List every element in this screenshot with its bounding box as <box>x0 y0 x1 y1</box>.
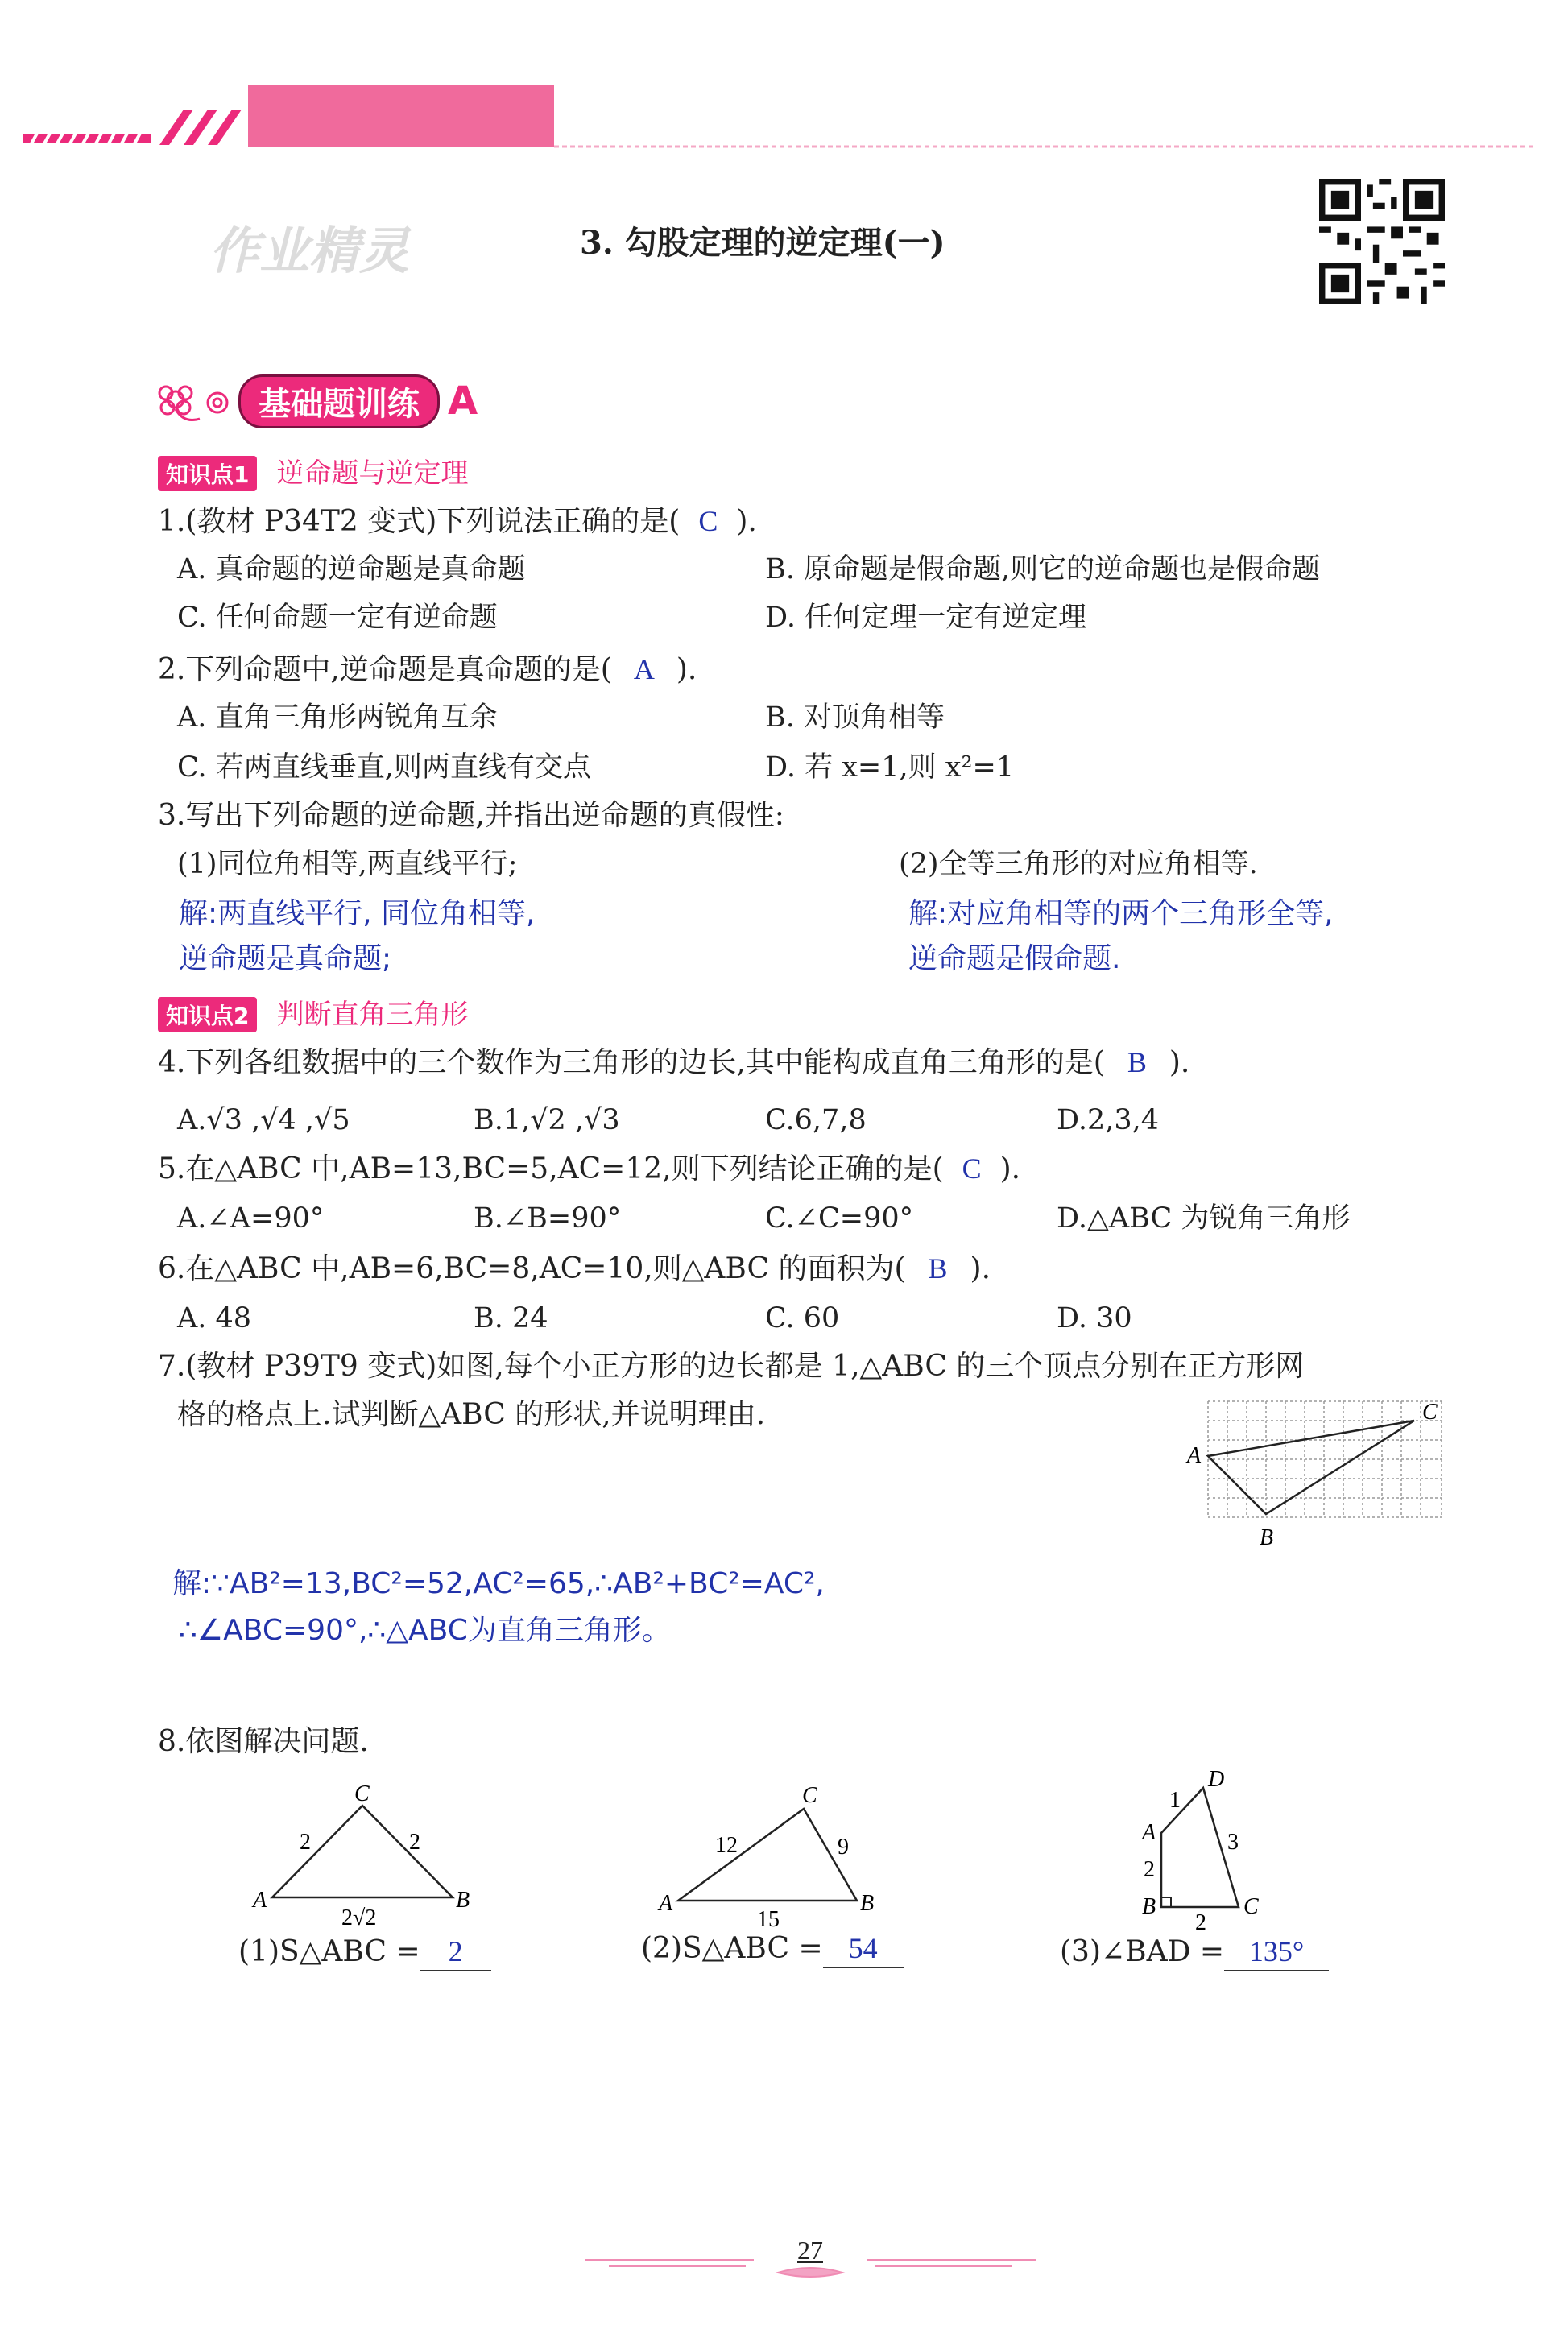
q8f2-label-b: B <box>860 1891 875 1916</box>
q6-option-b: B. 24 <box>474 1302 548 1334</box>
q3-answer1-line2: 逆命题是真命题; <box>179 942 392 975</box>
q5-stem <box>158 1150 1020 1188</box>
q8-fig2-triangle <box>654 1780 896 1933</box>
q5-option-b: B.∠B=90° <box>474 1202 622 1235</box>
page-number: 27 <box>797 2236 823 2265</box>
q7-figure <box>1176 1392 1450 1561</box>
q8-figure1 <box>242 1777 499 1930</box>
q8f3-label-a: A <box>1142 1820 1156 1845</box>
qr-code <box>1319 179 1445 304</box>
header-stripes-icon <box>23 81 1537 153</box>
q5-option-a: A.∠A=90° <box>177 1202 325 1235</box>
header-band <box>23 81 1537 153</box>
q3-answer2-line1: 解:对应角相等的两个三角形全等, <box>908 897 1334 930</box>
q2-option-a: A. 直角三角形两锐角互余 <box>177 701 498 734</box>
q8f3-side-ab: 2 <box>1144 1857 1155 1882</box>
q8f1-side-ab: 2√2 <box>341 1905 377 1930</box>
q2-stem-suffix: ). <box>676 653 697 686</box>
q5-stem-text: 5.在△ABC 中,AB=13,BC=5,AC=12,则下列结论正确的是( <box>158 1152 944 1185</box>
q4-answer: B <box>1127 1046 1147 1078</box>
q8f3-label: (3)∠BAD = <box>1060 1935 1225 1968</box>
q8f3-side-bc: 2 <box>1195 1910 1206 1933</box>
q2-option-d: D. 若 x=1,则 x²=1 <box>765 751 1015 784</box>
q7-line1: 7.(教材 P39T9 变式)如图,每个小正方形的边长都是 1,△ABC 的三个顶点分别在正方形网 <box>158 1350 1305 1383</box>
q6-option-d: D. 30 <box>1057 1302 1132 1334</box>
q3-answer1-line1: 解:两直线平行, 同位角相等, <box>179 897 536 930</box>
q6-stem-suffix: ). <box>970 1252 991 1285</box>
kp1-header <box>158 451 468 491</box>
q8-fig3-quadrilateral <box>1124 1764 1285 1933</box>
q3-stem: 3.写出下列命题的逆命题,并指出逆命题的真假性: <box>158 799 784 832</box>
q6-answer: B <box>928 1252 948 1285</box>
q1-option-a: A. 真命题的逆命题是真命题 <box>177 553 526 585</box>
q5-option-d: D.△ABC 为锐角三角形 <box>1057 1202 1351 1235</box>
q8f2-answer: 54 <box>823 1930 904 1968</box>
q6-stem-text: 6.在△ABC 中,AB=6,BC=8,AC=10,则△ABC 的面积为( <box>158 1252 906 1285</box>
kp2-tag: 知识点2 <box>158 997 257 1032</box>
q8f2-side-ac: 12 <box>715 1833 738 1858</box>
q4-option-a: A.√3 ,√4 ,√5 <box>177 1104 350 1136</box>
q8-figure2 <box>654 1780 896 1933</box>
q1-stem-text: 1.(教材 P34T2 变式)下列说法正确的是( <box>158 505 681 538</box>
section-label: 基础题训练 <box>238 374 440 428</box>
q5-stem-suffix: ). <box>999 1152 1021 1185</box>
q8f2-label-c: C <box>802 1783 817 1808</box>
qr-code-icon <box>1319 179 1445 304</box>
q8-figure3 <box>1124 1764 1285 1933</box>
q8f1-label: (1)S△ABC = <box>238 1935 420 1968</box>
q8f1-label-c: C <box>354 1781 370 1806</box>
kp1-tag: 知识点1 <box>158 456 257 491</box>
q8f2-label: (2)S△ABC = <box>641 1932 823 1965</box>
q2-stem-text: 2.下列命题中,逆命题是真命题的是( <box>158 653 612 686</box>
flower-icon <box>151 377 238 425</box>
q2-stem <box>158 651 697 689</box>
section-letter: A <box>448 379 478 424</box>
q4-option-b: B.1,√2 ,√3 <box>474 1104 620 1136</box>
watermark: 作业精灵 <box>209 221 410 280</box>
q8f3-label-c: C <box>1243 1894 1259 1919</box>
q8f2-side-ab: 15 <box>757 1907 780 1932</box>
q7-grid-figure <box>1176 1392 1450 1561</box>
q8f3-side-ad: 1 <box>1169 1788 1181 1813</box>
q8-fig1-blank <box>238 1933 491 1971</box>
q7-label-c: C <box>1422 1400 1438 1425</box>
q6-option-c: C. 60 <box>765 1302 840 1334</box>
q7-triangle <box>1208 1421 1414 1514</box>
q7-label-b: B <box>1260 1525 1274 1550</box>
q1-option-b: B. 原命题是假命题,则它的逆命题也是假命题 <box>765 553 1321 585</box>
q1-option-d: D. 任何定理一定有逆定理 <box>765 602 1087 634</box>
kp2-header <box>158 992 468 1032</box>
kp2-title: 判断直角三角形 <box>276 999 469 1031</box>
q8f1-label-a: A <box>253 1888 267 1913</box>
q8f3-label-b: B <box>1142 1894 1156 1919</box>
q7-answer-line1: 解:∵AB²=13,BC²=52,AC²=65,∴AB²+BC²=AC², <box>172 1567 825 1600</box>
q7-grid <box>1208 1401 1442 1517</box>
q2-option-c: C. 若两直线垂直,则两直线有交点 <box>177 751 591 784</box>
q4-option-d: D.2,3,4 <box>1057 1104 1159 1136</box>
q2-answer: A <box>633 653 655 685</box>
q1-answer: C <box>698 505 718 537</box>
q8f1-answer: 2 <box>420 1933 491 1971</box>
q6-stem <box>158 1250 991 1288</box>
q6-option-a: A. 48 <box>177 1302 252 1334</box>
q3-part2: (2)全等三角形的对应角相等. <box>899 848 1258 880</box>
q8f3-side-dc: 3 <box>1227 1830 1239 1855</box>
q4-option-c: C.6,7,8 <box>765 1104 867 1136</box>
q8-fig1-triangle <box>242 1777 499 1930</box>
section-header <box>151 377 478 425</box>
page-title: 3. 勾股定理的逆定理(一) <box>580 224 945 262</box>
q5-option-c: C.∠C=90° <box>765 1202 914 1235</box>
q1-stem <box>158 503 757 540</box>
q8-fig3-blank <box>1060 1933 1329 1971</box>
footer <box>585 2236 1036 2284</box>
q8-stem: 8.依图解决问题. <box>158 1725 369 1758</box>
q1-option-c: C. 任何命题一定有逆命题 <box>177 602 498 634</box>
q4-stem-suffix: ). <box>1169 1046 1190 1079</box>
q8f1-side-bc: 2 <box>409 1830 420 1855</box>
q8f1-side-ac: 2 <box>300 1830 311 1855</box>
kp1-title: 逆命题与逆定理 <box>276 457 469 490</box>
q8f3-answer: 135° <box>1224 1933 1329 1971</box>
q2-option-b: B. 对顶角相等 <box>765 701 945 734</box>
q8f1-label-b: B <box>456 1888 470 1913</box>
q8f3-label-d: D <box>1208 1767 1225 1792</box>
q1-stem-suffix: ). <box>736 505 757 538</box>
q7-line2: 格的格点上.试判断△ABC 的形状,并说明理由. <box>177 1398 766 1431</box>
q4-stem-text: 4.下列各组数据中的三个数作为三角形的边长,其中能构成直角三角形的是( <box>158 1046 1105 1079</box>
q8-fig2-blank <box>641 1930 904 1968</box>
q8f2-side-bc: 9 <box>838 1835 849 1860</box>
q3-answer2-line2: 逆命题是假命题. <box>908 942 1121 975</box>
q3-part1: (1)同位角相等,两直线平行; <box>177 848 518 880</box>
q8f2-label-a: A <box>659 1891 673 1916</box>
q5-answer: C <box>962 1152 982 1185</box>
q7-answer-line2: ∴∠ABC=90°,∴△ABC为直角三角形。 <box>179 1614 671 1647</box>
q7-label-a: A <box>1187 1443 1202 1468</box>
q4-stem <box>158 1044 1189 1082</box>
